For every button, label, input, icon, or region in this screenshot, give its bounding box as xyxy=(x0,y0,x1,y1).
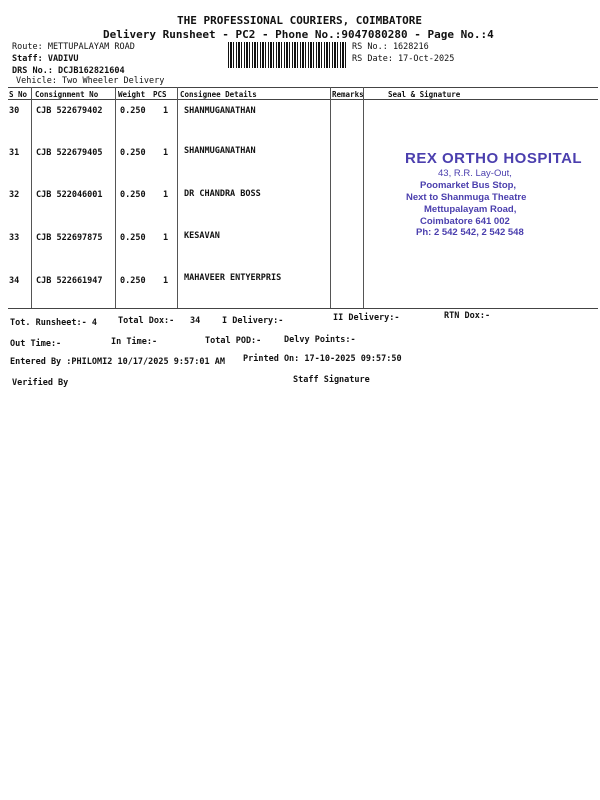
column-divider xyxy=(177,87,178,308)
col-header-remarks: Remarks xyxy=(332,90,364,99)
row-weight: 0.250 xyxy=(120,106,146,116)
i-delivery: I Delivery:- xyxy=(222,316,284,326)
row-consignment: CJB 522661947 xyxy=(36,276,103,286)
col-header-consignment: Consignment No xyxy=(35,90,99,99)
column-divider xyxy=(31,87,32,308)
row-weight: 0.250 xyxy=(120,190,146,200)
table-header-border xyxy=(8,99,598,100)
rs-number: RS No.: 1628216 xyxy=(352,42,429,52)
tot-runsheet: Tot. Runsheet:- 4 xyxy=(10,318,97,328)
row-pcs: 1 xyxy=(163,276,169,286)
column-divider xyxy=(115,87,116,308)
out-time: Out Time:- xyxy=(10,339,62,349)
entered-by: Entered By :PHILOMI2 10/17/2025 9:57:01 AM xyxy=(10,357,225,367)
col-header-seal: Seal & Signature xyxy=(388,90,461,99)
col-header-pcs: PCS xyxy=(153,90,167,99)
row-sno: 32 xyxy=(9,190,20,200)
col-header-consignee: Consignee Details xyxy=(180,90,257,99)
row-pcs: 1 xyxy=(163,148,169,158)
barcode xyxy=(228,42,346,68)
row-sno: 30 xyxy=(9,106,20,116)
runsheet-subtitle: Delivery Runsheet - PC2 - Phone No.:9047080280 - Page No.:4 xyxy=(103,28,494,41)
total-dox-label: Total Dox:- xyxy=(118,316,175,326)
row-consignment: CJB 522679402 xyxy=(36,106,103,116)
row-consignment: CJB 522679405 xyxy=(36,148,103,158)
row-weight: 0.250 xyxy=(120,148,146,158)
delvy-points: Delvy Points:- xyxy=(284,335,356,345)
row-sno: 33 xyxy=(9,233,20,243)
column-divider xyxy=(330,87,331,308)
row-consignment: CJB 522046001 xyxy=(36,190,103,200)
stamp-hospital-name: REX ORTHO HOSPITAL xyxy=(405,150,583,167)
stamp-address-line: Poomarket Bus Stop, xyxy=(420,180,517,191)
stamp-address-line: Next to Shanmuga Theatre xyxy=(406,192,527,203)
row-consignee: DR CHANDRA BOSS xyxy=(184,189,261,199)
row-pcs: 1 xyxy=(163,106,169,116)
row-consignment: CJB 522697875 xyxy=(36,233,103,243)
rs-date: RS Date: 17-Oct-2025 xyxy=(352,54,455,64)
table-top-border xyxy=(8,87,598,88)
column-divider xyxy=(363,87,364,308)
stamp-address-line: Mettupalayam Road, xyxy=(424,204,517,215)
staff-signature-label: Staff Signature xyxy=(293,375,370,385)
total-dox-value: 34 xyxy=(190,316,201,326)
rtn-dox: RTN Dox:- xyxy=(444,311,491,321)
row-consignee: SHANMUGANATHAN xyxy=(184,146,256,156)
row-consignee: MAHAVEER ENTYERPRIS xyxy=(184,273,282,283)
col-header-weight: Weight xyxy=(118,90,146,99)
row-weight: 0.250 xyxy=(120,233,146,243)
vehicle-label: Vehicle: Two Wheeler Delivery xyxy=(16,76,165,86)
row-weight: 0.250 xyxy=(120,276,146,286)
stamp-address-line: 43, R.R. Lay-Out, xyxy=(438,168,512,179)
stamp-address-line: Coimbatore 641 002 xyxy=(420,216,510,227)
printed-on: Printed On: 17-10-2025 09:57:50 xyxy=(243,354,402,364)
col-header-sno: S No xyxy=(9,90,28,99)
company-title: THE PROFESSIONAL COURIERS, COIMBATORE xyxy=(177,14,423,27)
table-bottom-border xyxy=(8,308,598,309)
stamp-phone: Ph: 2 542 542, 2 542 548 xyxy=(416,227,524,238)
row-sno: 31 xyxy=(9,148,20,158)
row-consignee: SHANMUGANATHAN xyxy=(184,106,256,116)
row-pcs: 1 xyxy=(163,233,169,243)
total-pod: Total POD:- xyxy=(205,336,262,346)
verified-by-label: Verified By xyxy=(12,378,69,388)
row-sno: 34 xyxy=(9,276,20,286)
row-pcs: 1 xyxy=(163,190,169,200)
staff-label: Staff: VADIVU xyxy=(12,54,79,64)
row-consignee: KESAVAN xyxy=(184,231,220,241)
in-time: In Time:- xyxy=(111,337,158,347)
ii-delivery: II Delivery:- xyxy=(333,313,400,323)
route-label: Route: METTUPALAYAM ROAD xyxy=(12,42,135,52)
drs-label: DRS No.: DCJB162821604 xyxy=(12,66,125,76)
